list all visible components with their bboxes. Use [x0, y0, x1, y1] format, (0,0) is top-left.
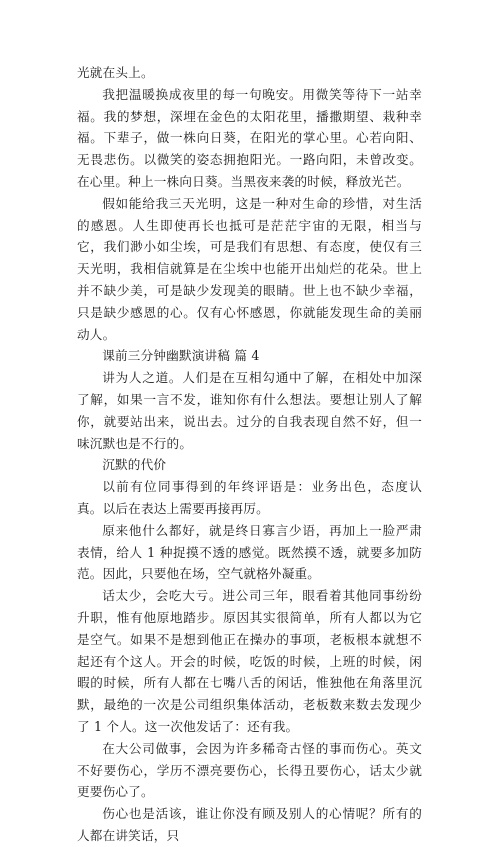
paragraph: 在大公司做事，会因为许多稀奇古怪的事而伤心。英文不好要伤心，学历不漂亮要伤心，长得丑要伤心，话太少就更要伤心了。	[77, 740, 422, 800]
paragraph: 讲为人之道。人们是在互相勾通中了解，在相处中加深了解，如果一言不发，谁知你有什么想法。要想让别人了解你，就要站出来，说出去。过分的自我表现自然不好，但一味沉默也是不行的。	[77, 370, 422, 451]
paragraph-continuation: 光就在头上。	[77, 65, 154, 80]
paragraph: 我把温暖换成夜里的每一句晚安。用微笑等待下一站幸福。我的梦想，深埋在金色的太阳花里，播撒期望、栽种幸福。下辈子，做一株向日葵，在阳光的掌心里。心若向阳、无畏悲伤。以微笑的姿态拥抱阳光。一路向阳，未曾改变。在心里。种上一株向日葵。当黑夜来袭的时候，释放光芒。	[77, 86, 422, 189]
paragraph: 原来他什么都好，就是终日寡言少语，再加上一脸严肃表情，给人 1 种捉摸不透的感觉。既然摸不透，就要多加防范。因此，只要他在场，空气就格外凝重。	[77, 522, 422, 582]
paragraph: 以前有位同事得到的年终评语是：业务出色，态度认真。以后在表达上需要再接再厉。	[77, 479, 422, 516]
paragraph-truncated: 伤心也是活该，谁让你没有顾及别人的心情呢？所有的人都在讲笑话，只	[77, 806, 422, 843]
paragraph: 假如能给我三天光明，这是一种对生命的珍惜，对生活的感恩。人生即使再长也抵可是茫茫宇宙的无限，相当与它，我们渺小如尘埃，可是我们有思想、有态度，使仅有三天光明，我相信就算是在尘埃中也能开出灿烂的花朵。世上并不缺少美，可是缺少发现美的眼睛。世上也不缺少幸福，只是缺少感恩的心。仅有心怀感恩，你就能发现生命的美丽动人。	[77, 195, 422, 342]
document-body	[77, 62, 422, 847]
paragraph: 话太少，会吃大亏。进公司三年，眼看着其他同事纷纷升职，惟有他原地踏步。原因其实很简单，所有人都以为它是空气。如果不是想到他正在操办的事项，老板根本就想不起还有个这人。开会的时候，吃饭的时候，上班的时候，闲暇的时候，所有人都在七嘴八舌的闲话，惟独他在角落里沉默，最绝的一次是公司组织集体活动，老板数来数去发现少了 1 个人。这一次他发话了：还有我。	[77, 588, 422, 734]
section-heading: 课前三分钟幽默演讲稿 篇 4	[102, 348, 260, 364]
subheading: 沉默的代价	[102, 457, 167, 473]
